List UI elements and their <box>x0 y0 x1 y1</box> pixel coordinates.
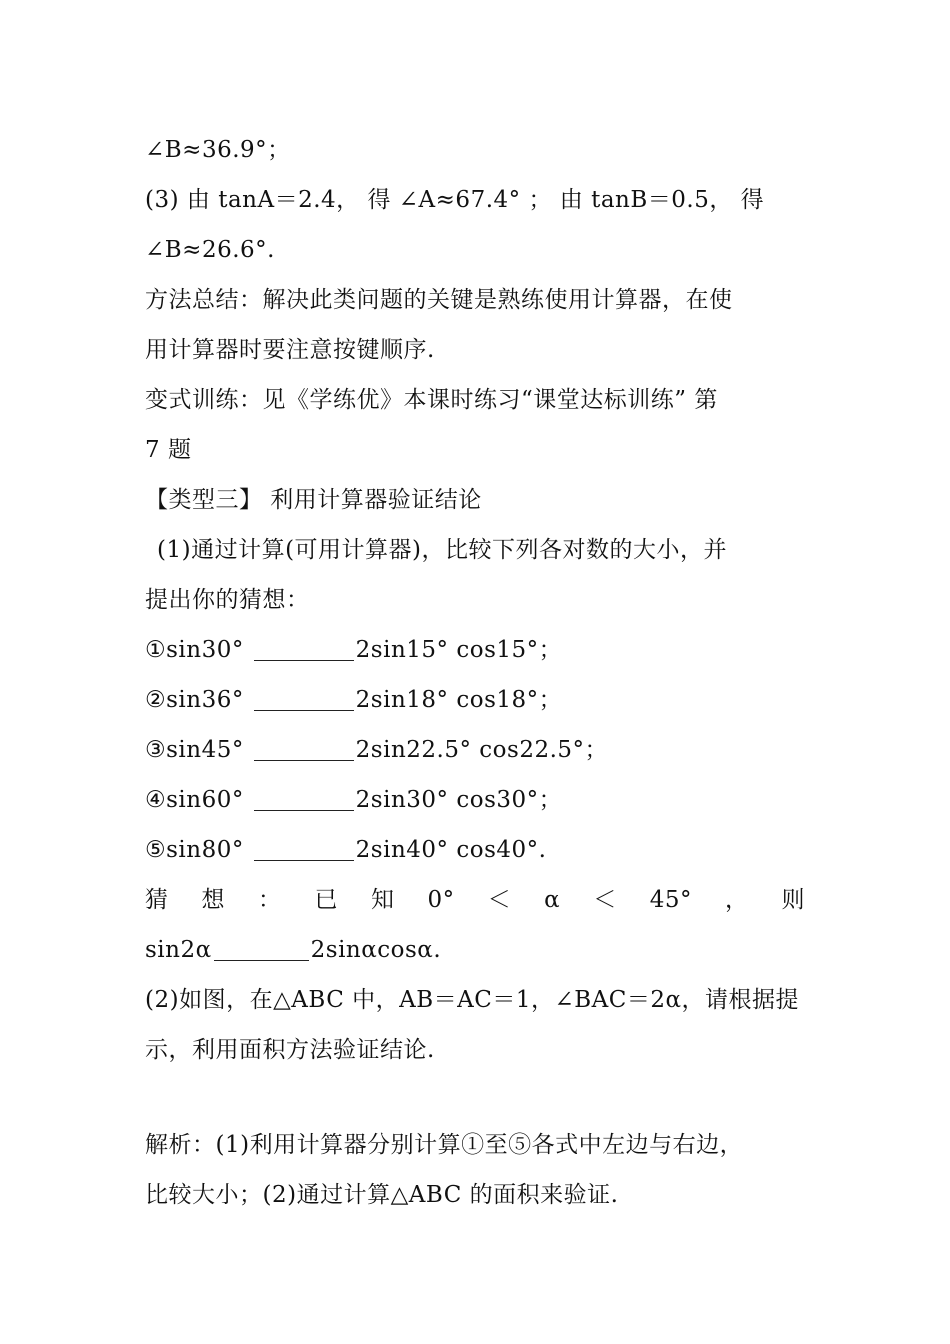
guess-token: 知 <box>371 887 395 913</box>
text-line: 用计算器时要注意按键顺序. <box>145 337 435 363</box>
item-left: sin2α <box>145 937 212 963</box>
comparison-item <box>145 785 805 815</box>
item-left: ③sin45° <box>145 737 244 763</box>
guess-line <box>145 885 805 915</box>
comparison-item <box>145 735 805 765</box>
text-line: ∠B≈36.9°； <box>145 137 291 163</box>
item-left: ④sin60° <box>145 787 244 813</box>
answer-blank[interactable] <box>254 738 354 761</box>
guess-token: 45° <box>649 887 692 913</box>
comparison-item <box>145 835 805 865</box>
item-left: ②sin36° <box>145 687 244 713</box>
analysis: 解析：(1)利用计算器分别计算①至⑤各式中左边与右边， <box>145 1132 744 1158</box>
method-summary: 方法总结：解决此类问题的关键是熟练使用计算器，在使 <box>145 287 733 313</box>
item-right: 2sin15° cos15°； <box>355 637 563 663</box>
section-heading: 【类型三】 利用计算器验证结论 <box>145 487 482 513</box>
guess-token: 猜 <box>145 887 169 913</box>
text-line: 示，利用面积方法验证结论. <box>145 1037 435 1063</box>
answer-blank[interactable] <box>254 638 354 661</box>
item-right: 2sin18° cos18°； <box>355 687 563 713</box>
comparison-item <box>145 635 805 665</box>
text-line: 提出你的猜想： <box>145 587 310 613</box>
guess-token: ： <box>258 887 282 913</box>
item-right: 2sin22.5° cos22.5°； <box>355 737 609 763</box>
item-right: 2sin40° cos40°. <box>355 837 547 863</box>
guess-token: ＜ <box>487 887 512 913</box>
text-line: ∠B≈26.6°. <box>145 237 275 263</box>
item-right: 2sin30° cos30°； <box>355 787 563 813</box>
guess-token: ＜ <box>593 887 617 913</box>
guess-token: 0° <box>427 887 455 913</box>
item-right: 2sinαcosα. <box>310 937 442 963</box>
answer-blank[interactable] <box>254 688 354 711</box>
comparison-item <box>145 685 805 715</box>
question-part-2: (2)如图，在△ABC 中，AB＝AC＝1，∠BAC＝2α，请根据提 <box>145 987 800 1013</box>
guess-token: 已 <box>314 887 338 913</box>
item-left: ①sin30° <box>145 637 244 663</box>
answer-blank[interactable] <box>254 788 354 811</box>
guess-token: 想 <box>201 887 225 913</box>
guess-comparison <box>145 935 805 965</box>
text-line: 7 题 <box>145 437 192 463</box>
question-part-1: (1)通过计算(可用计算器)，比较下列各对数的大小，并 <box>157 537 728 563</box>
item-left: ⑤sin80° <box>145 837 244 863</box>
answer-blank[interactable] <box>254 838 354 861</box>
guess-token: α <box>544 887 561 913</box>
variant-training: 变式训练：见《学练优》本课时练习“课堂达标训练” 第 <box>145 387 718 413</box>
answer-blank[interactable] <box>214 938 309 961</box>
text-line: 比较大小；(2)通过计算△ABC 的面积来验证. <box>145 1182 619 1208</box>
guess-token: ， <box>724 887 749 913</box>
text-line: (3) 由 tanA＝2.4， 得 ∠A≈67.4° ； 由 tanB＝0.5， 得 <box>145 187 765 213</box>
guess-token: 则 <box>781 887 805 913</box>
